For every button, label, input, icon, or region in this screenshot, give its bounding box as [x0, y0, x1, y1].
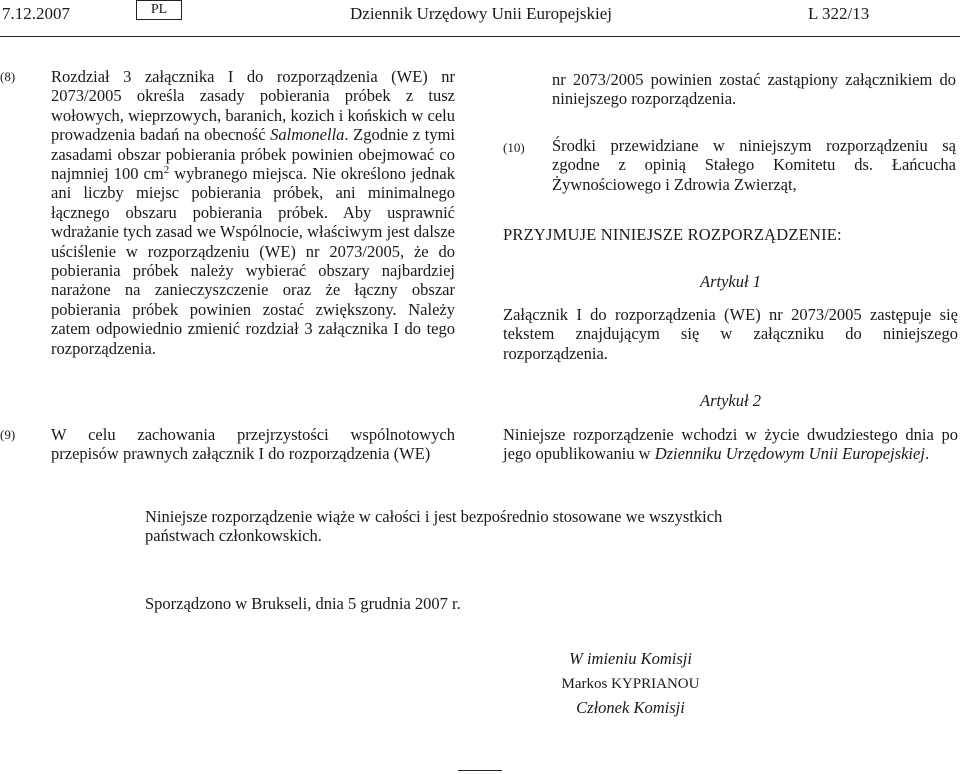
- signature-on-behalf: W imieniu Komisji: [569, 649, 692, 668]
- superscript: 2: [163, 164, 170, 177]
- signatory-name: Markos KYPRIANOU: [561, 676, 700, 692]
- journal-name-italic: Dzienniku Urzędowym Unii Europejskiej: [654, 444, 925, 464]
- footer-rule: [458, 770, 502, 771]
- article-1-heading: Artykuł 1: [700, 272, 761, 291]
- recital-text-part: Rozdział 3 załącznika I do rozporządzenia (WE) nr 2073/2005 określa zasady pobierania próbek z tusz wołowych, wieprzowych, baranich, kozich i końskich w celu prowadzenia badań na obecność: [51, 67, 455, 145]
- adoption-formula: PRZYJMUJE NINIEJSZE ROZPORZĄDZENIE:: [503, 225, 842, 244]
- article-2-text: [503, 425, 958, 464]
- binding-clause-line-2: państwach członkowskich.: [145, 526, 322, 545]
- recital-number: (10): [503, 140, 525, 155]
- article-text-part: Niniejsze rozporządzenie wchodzi w życie dwudziestego dnia po jego opublikowaniu w: [503, 425, 958, 464]
- recital-text-part: wybranego miejsca. Nie określono jednak ani liczby miejsc pobierania próbek, ani minimalnego łącznego obszaru pobierania próbek. Aby usprawnić wdrażanie tych zasad we Wspólnocie, właściwym jest dalsze uściślenie w rozporządzeniu (WE) nr 2073/2005, że do pobierania próbek należy wybierać obszary najbardziej narażone na zanieczyszczenie oraz że łączny obszar pobierania próbek powinien zostać zwiększony. Należy zatem odpowiednio zmienić rozdział 3 załącznika I do tego rozporządzenia.: [51, 164, 455, 358]
- recital-number: (8): [0, 69, 16, 84]
- article-2-heading: Artykuł 2: [700, 391, 761, 410]
- header-date: 7.12.2007: [2, 4, 70, 23]
- place-and-date: Sporządzono w Brukseli, dnia 5 grudnia 2007 r.: [145, 594, 461, 613]
- article-1-text: Załącznik I do rozporządzenia (WE) nr 2073/2005 zastępuje się tekstem znajdującym się w załączniku do niniejszego rozporządzenia.: [503, 305, 958, 363]
- article-text-part: .: [924, 444, 930, 464]
- recital-text: [51, 67, 455, 358]
- language-code-box: PL: [136, 0, 182, 20]
- recital-text: Środki przewidziane w niniejszym rozporządzeniu są zgodne z opinią Stałego Komitetu ds. Łańcucha Żywnościowego i Zdrowia Zwierząt,: [552, 136, 956, 194]
- page-reference: L 322/13: [808, 4, 870, 23]
- recital-text-italic: Salmonella: [270, 125, 345, 145]
- header-rule: [0, 36, 960, 37]
- binding-clause-line-1: Niniejsze rozporządzenie wiąże w całości i jest bezpośrednio stosowane we wszystkich: [145, 507, 723, 526]
- signatory-role: Członek Komisji: [576, 698, 685, 717]
- recital-9-continuation: nr 2073/2005 powinien zostać zastąpiony załącznikiem do niniejszego rozporządzenia.: [552, 70, 956, 109]
- recital-number: (9): [0, 427, 16, 442]
- recital-text-part: . Zgodnie z tymi zasadami obszar pobierania próbek powinien obejmować co najmniej 100 cm: [51, 125, 455, 184]
- journal-title: Dziennik Urzędowy Unii Europejskiej: [350, 4, 613, 23]
- recital-text: W celu zachowania przejrzystości wspólnotowych przepisów prawnych załącznik I do rozporządzenia (WE): [51, 425, 455, 464]
